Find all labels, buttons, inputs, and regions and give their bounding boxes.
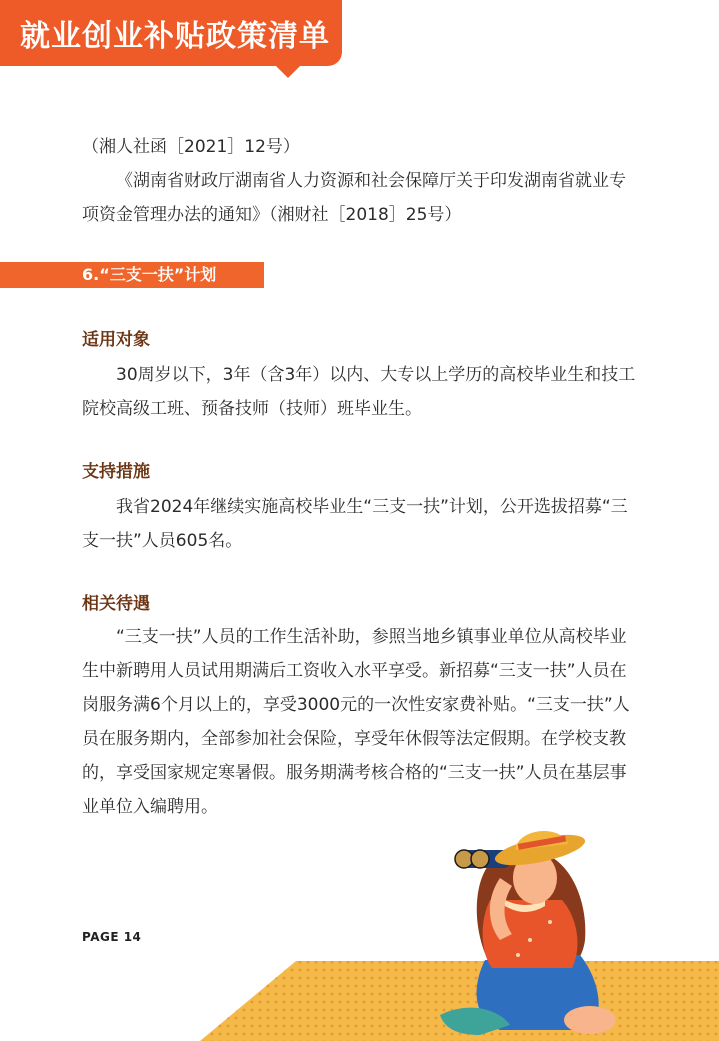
treatment-text: “三支一扶”人员的工作生活补助，参照当地乡镇事业单位从高校毕业生中新聘用人员试用期满后工资收入水平享受。新招募“三支一扶”人员在岗服务满6个月以上的，享受3000元的一次性安家费补贴。“三支一扶”人员在服务期内，全部参加社会保险，享受年休假等法定假期。在学校支教的，享受国家规定寒暑假。服务期满考核合格的“三支一扶”人员在基层事业单位入编聘用。: [82, 627, 630, 817]
reference-line-2: 《湖南省财政厅湖南省人力资源和社会保障厅关于印发湖南省就业专项资金管理办法的通知》（湘财社［2018］25号）: [82, 171, 626, 225]
support-text: 我省2024年继续实施高校毕业生“三支一扶”计划，公开选拔招募“三支一扶”人员605名。: [82, 497, 628, 551]
page-number: PAGE 14: [82, 930, 142, 944]
page-title: 就业创业补贴政策清单: [20, 19, 330, 54]
treatment-heading: 相关待遇: [82, 594, 150, 614]
girl-with-binoculars-illustration: [200, 830, 719, 1041]
header-notch: [272, 62, 304, 78]
reference-line-1: （湘人社函［2021］12号）: [82, 137, 300, 157]
target-heading: 适用对象: [82, 330, 150, 350]
support-heading: 支持措施: [82, 462, 150, 482]
knee-shape: [564, 1006, 616, 1034]
target-text: 30周岁以下，3年（含3年）以内、大专以上学历的高校毕业生和技工院校高级工班、预备技师（技师）班毕业生。: [82, 365, 636, 419]
section-title: 6.“三支一扶”计划: [82, 265, 217, 284]
